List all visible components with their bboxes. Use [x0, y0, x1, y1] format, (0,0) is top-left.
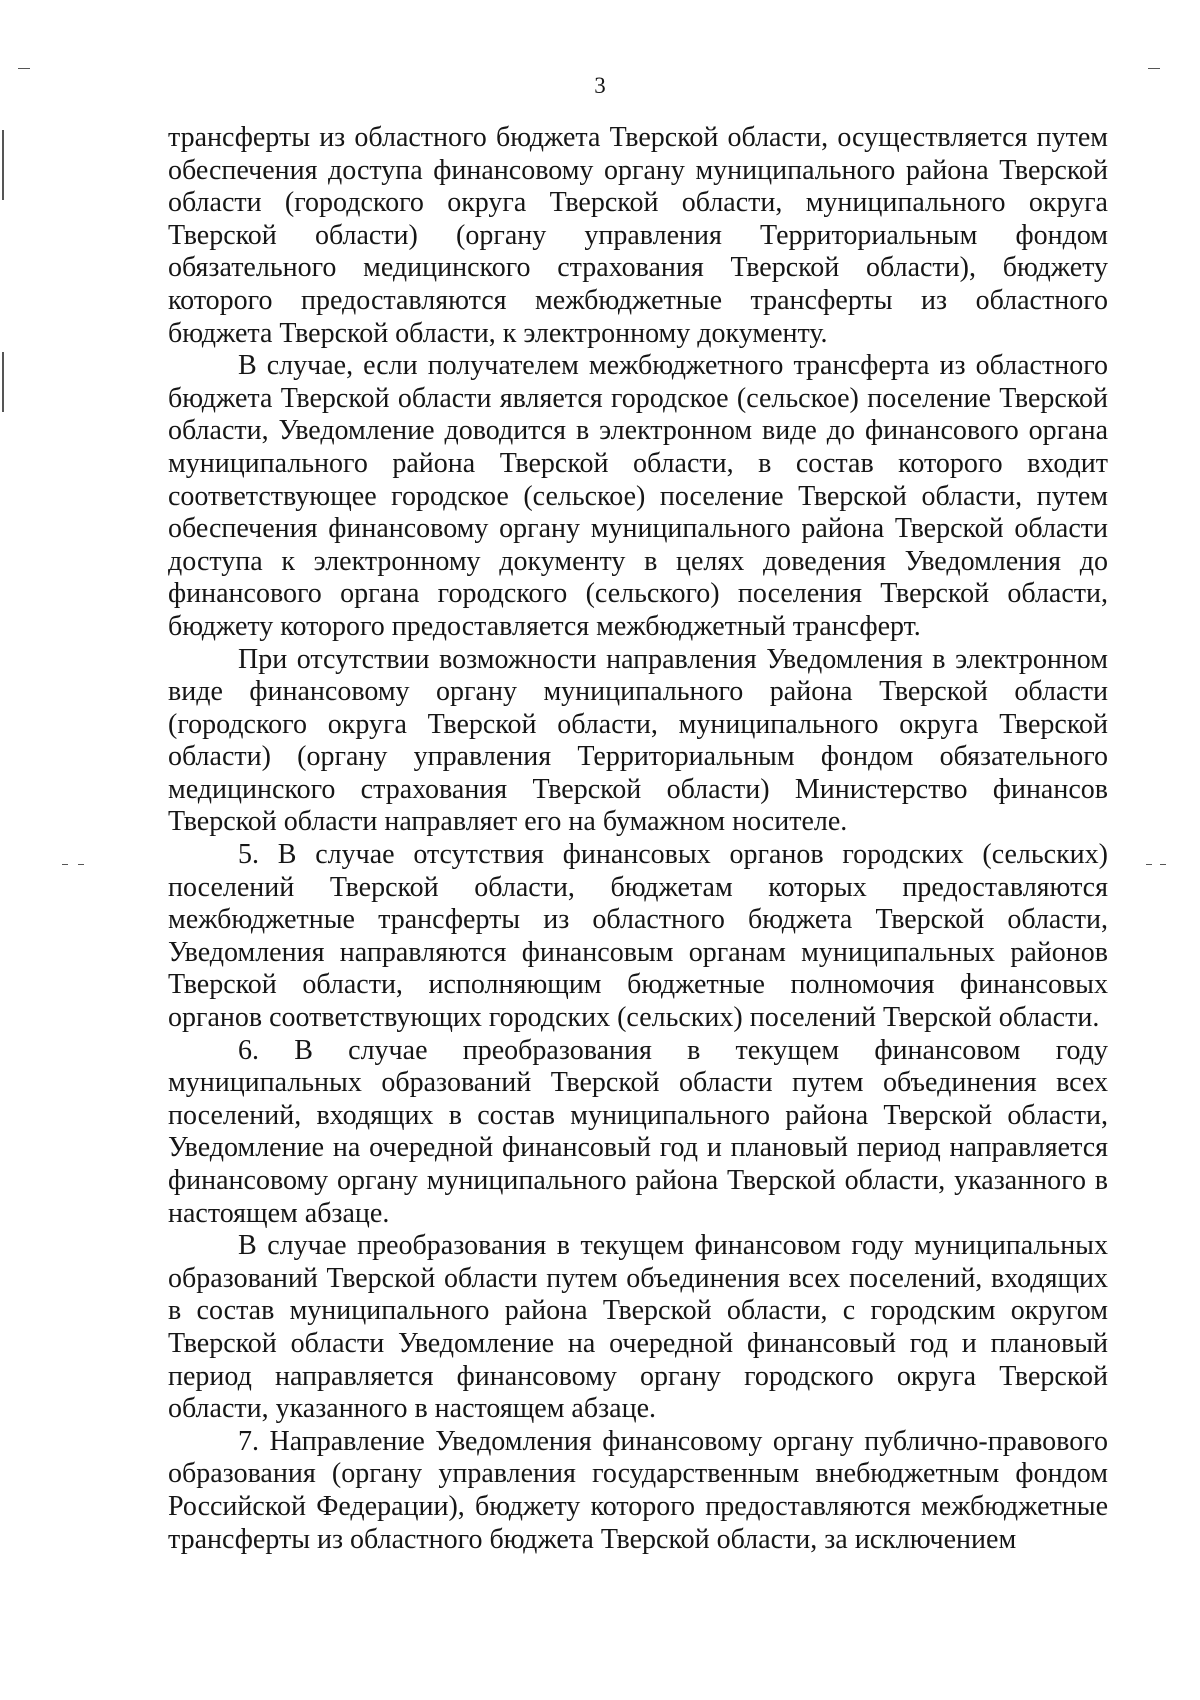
- scan-dash: [1160, 864, 1166, 865]
- scan-dash: [18, 68, 30, 69]
- paragraph-item-6: 6. В случае преобразования в текущем финансовом году муниципальных образований Тверской области путем объединения всех поселений, входящих в состав муниципального района Тверской области, Уведомление на очередной финансовый год и плановый период направляется финансовому органу муниципального района Тверской области, указанного в настоящем абзаце.: [168, 1034, 1108, 1229]
- paragraph: При отсутствии возможности направления Уведомления в электронном виде финансовому органу муниципального района Тверской области (городского округа Тверской области, муниципального округа Тверской области) (органу управления Территориальным фондом обязательного медицинского страхования Тверской области) Министерство финансов Тверской области направляет его на бумажном носителе.: [168, 643, 1108, 838]
- paragraph: В случае, если получателем межбюджетного трансферта из областного бюджета Тверской области является городское (сельское) поселение Тверской области, Уведомление доводится в электронном виде до финансового органа муниципального района Тверской области, в состав которого входит соответствующее городское (сельское) поселение Тверской области, путем обеспечения финансовому органу муниципального района Тверской области доступа к электронному документу в целях доведения Уведомления до финансового органа городского (сельского) поселения Тверской области, бюджету которого предоставляется межбюджетный трансферт.: [168, 350, 1108, 642]
- scan-dash: [62, 864, 68, 865]
- paragraph: В случае преобразования в текущем финансовом году муниципальных образований Тверской области путем объединения всех поселений, входящих в состав муниципального района Тверской области, с городским округом Тверской области Уведомление на очередной финансовый год и плановый период направляется финансовому органу городского округа Тверской области, указанного в настоящем абзаце.: [168, 1230, 1108, 1425]
- scan-dash: [1148, 68, 1160, 69]
- paragraph-item-5: 5. В случае отсутствия финансовых органов городских (сельских) поселений Тверской области, бюджетам которых предоставляются межбюджетные трансферты из областного бюджета Тверской области, Уведомления направляются финансовым органам муниципальных районов Тверской области, исполняющим бюджетные полномочия финансовых органов соответствующих городских (сельских) поселений Тверской области.: [168, 839, 1108, 1034]
- scan-dash: [78, 864, 84, 865]
- scan-margin-line: [2, 352, 4, 412]
- document-body: [168, 122, 1108, 1556]
- scan-dash: [1146, 864, 1152, 865]
- page-number: 3: [594, 73, 606, 98]
- scan-margin-line: [2, 130, 4, 200]
- paragraph-continuation: трансферты из областного бюджета Тверской области, осуществляется путем обеспечения доступа финансовому органу муниципального района Тверской области (городского округа Тверской области, муниципального округа Тверской области) (органу управления Территориальным фондом обязательного медицинского страхования Тверской области), бюджету которого предоставляются межбюджетные трансферты из областного бюджета Тверской области, к электронному документу.: [168, 122, 1108, 349]
- paragraph-item-7: 7. Направление Уведомления финансовому органу публично-правового образования (органу управления государственным внебюджетным фондом Российской Федерации), бюджету которого предоставляются межбюджетные трансферты из областного бюджета Тверской области, за исключением: [168, 1425, 1108, 1555]
